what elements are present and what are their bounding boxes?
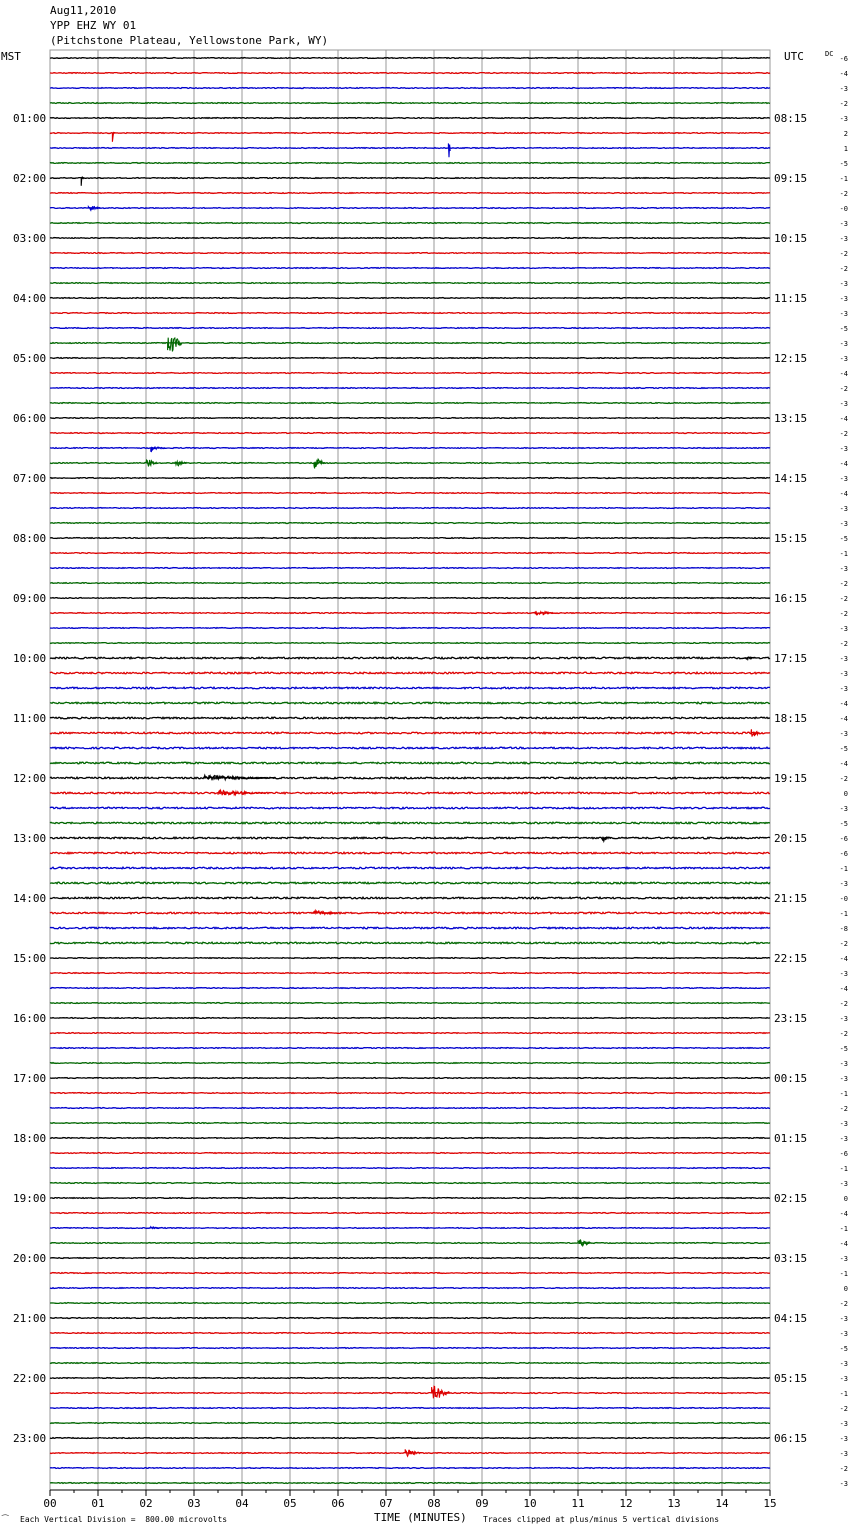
trace-64 [50, 1018, 770, 1019]
dc-offset-label: -1 [839, 1165, 848, 1173]
trace-59 [50, 942, 770, 944]
trace-62 [50, 988, 770, 989]
x-axis [43, 1490, 776, 1510]
utc-hour-label: 15:15 [774, 532, 808, 545]
utc-hour-label: 09:15 [774, 172, 808, 185]
trace-81 [50, 1273, 770, 1274]
dc-offset-label: -4 [839, 70, 848, 78]
dc-offset-label: -4 [839, 415, 848, 423]
trace-0 [50, 58, 770, 59]
dc-offset-label: -3 [839, 805, 848, 813]
dc-offset-label: -3 [839, 1255, 848, 1263]
dc-offset-label: -3 [839, 1480, 848, 1488]
x-tick-label: 03 [187, 1497, 201, 1510]
dc-offset-label: -3 [839, 355, 848, 363]
dc-offset-label: -3 [839, 685, 848, 693]
dc-offset-label: -3 [839, 565, 848, 573]
dc-offset-label: -6 [839, 55, 848, 63]
dc-offset-label: -1 [839, 1390, 848, 1398]
dc-offset-label: -2 [839, 640, 848, 648]
trace-58 [50, 927, 770, 929]
mst-hour-label: 21:00 [13, 1312, 47, 1325]
trace-72 [50, 1138, 770, 1139]
dc-offset-label: -3 [839, 880, 848, 888]
trace-68 [50, 1078, 770, 1079]
trace-19 [50, 343, 770, 344]
trace-12 [50, 238, 770, 239]
event-12 [204, 775, 275, 780]
event-4 [168, 338, 182, 352]
dc-offset-label: -4 [839, 700, 848, 708]
dc-offset-label: -0 [839, 205, 848, 213]
trace-79 [50, 1243, 770, 1244]
trace-61 [50, 973, 770, 974]
mst-hour-label: 06:00 [13, 412, 47, 425]
mst-hour-label: 17:00 [13, 1072, 47, 1085]
dc-offset-label: -3 [839, 1450, 848, 1458]
trace-4 [50, 118, 770, 119]
dc-offset-label: -3 [839, 655, 848, 663]
dc-offset-label: -3 [839, 1120, 848, 1128]
trace-86 [50, 1348, 770, 1349]
station-code: YPP EHZ WY 01 [50, 19, 137, 32]
utc-axis-label: UTC [784, 50, 804, 63]
trace-20 [50, 358, 770, 359]
trace-6 [50, 148, 770, 149]
dc-offset-label: 1 [843, 145, 848, 153]
trace-15 [50, 283, 770, 284]
trace-21 [50, 373, 770, 374]
dc-offset-label: -2 [839, 580, 848, 588]
dc-offset-label: -3 [839, 1180, 848, 1188]
mst-hour-label: 09:00 [13, 592, 47, 605]
trace-29 [50, 493, 770, 494]
trace-82 [50, 1288, 770, 1289]
trace-39 [50, 643, 770, 644]
x-tick-label: 04 [235, 1497, 249, 1510]
trace-54 [50, 867, 770, 869]
trace-10 [50, 208, 770, 209]
station-location: (Pitchstone Plateau, Yellowstone Park, WY) [50, 34, 329, 47]
helicorder-traces [50, 58, 770, 1484]
mst-hour-label: 12:00 [13, 772, 47, 785]
dc-offset-label: -2 [839, 1300, 848, 1308]
trace-43 [50, 702, 770, 704]
x-tick-label: 10 [523, 1497, 537, 1510]
dc-offset-label: -3 [839, 1075, 848, 1083]
dc-offset-label: -1 [839, 175, 848, 183]
trace-42 [50, 687, 770, 689]
trace-85 [50, 1333, 770, 1334]
trace-35 [50, 583, 770, 584]
utc-hour-label: 00:15 [774, 1072, 808, 1085]
trace-71 [50, 1123, 770, 1124]
clip-note: Traces clipped at plus/minus 5 vertical divisions [483, 1515, 720, 1524]
trace-32 [50, 538, 770, 539]
trace-30 [50, 508, 770, 509]
trace-52 [50, 837, 770, 839]
mst-hour-label: 08:00 [13, 532, 47, 545]
dc-offset-label: -3 [839, 505, 848, 513]
utc-hour-label: 18:15 [774, 712, 808, 725]
trace-87 [50, 1363, 770, 1364]
trace-94 [50, 1468, 770, 1469]
trace-41 [50, 672, 770, 674]
dc-label: DC [825, 50, 834, 58]
mst-hour-label: 02:00 [13, 172, 47, 185]
x-tick-label: 05 [283, 1497, 297, 1510]
dc-offset-label: -6 [839, 835, 848, 843]
utc-hour-label: 06:15 [774, 1432, 808, 1445]
trace-36 [50, 598, 770, 599]
dc-offset-label: -2 [839, 595, 848, 603]
x-tick-label: 07 [379, 1497, 393, 1510]
trace-38 [50, 628, 770, 629]
plot-date: Aug11,2010 [50, 4, 117, 17]
mst-hour-label: 20:00 [13, 1252, 47, 1265]
dc-offset-label: -3 [839, 445, 848, 453]
x-tick-label: 15 [763, 1497, 777, 1510]
mst-hour-label: 05:00 [13, 352, 47, 365]
trace-51 [50, 822, 770, 824]
scale-note: Each Vertical Division = 800.00 microvolts [20, 1515, 228, 1524]
trace-60 [50, 958, 770, 959]
utc-hour-label: 13:15 [774, 412, 808, 425]
dc-offset-label: -4 [839, 1210, 848, 1218]
trace-57 [50, 912, 770, 914]
trace-24 [50, 418, 770, 419]
dc-offset-label: -4 [839, 955, 848, 963]
utc-hour-label: 16:15 [774, 592, 808, 605]
utc-hour-label: 21:15 [774, 892, 808, 905]
x-tick-label: 12 [619, 1497, 633, 1510]
dc-offset-label: -4 [839, 370, 848, 378]
dc-offset-label: -2 [839, 250, 848, 258]
dc-offset-label: -2 [839, 1105, 848, 1113]
dc-offset-label: -2 [839, 1000, 848, 1008]
dc-offset-label: -3 [839, 1315, 848, 1323]
mst-hour-label: 19:00 [13, 1192, 47, 1205]
dc-offset-label: 2 [843, 130, 848, 138]
dc-offset-label: -3 [839, 115, 848, 123]
dc-offset-label: -6 [839, 1150, 848, 1158]
dc-offset-label: -3 [839, 970, 848, 978]
dc-offset-label: -3 [839, 1360, 848, 1368]
trace-75 [50, 1183, 770, 1184]
mst-hour-label: 22:00 [13, 1372, 47, 1385]
dc-offset-label: -1 [839, 910, 848, 918]
dc-offset-label: -6 [839, 850, 848, 858]
trace-91 [50, 1423, 770, 1424]
utc-hour-label: 11:15 [774, 292, 808, 305]
x-tick-label: 14 [715, 1497, 729, 1510]
dc-offset-label: -3 [839, 1135, 848, 1143]
trace-74 [50, 1168, 770, 1169]
event-2 [448, 143, 450, 157]
trace-7 [50, 163, 770, 164]
trace-25 [50, 433, 770, 434]
utc-hour-label: 04:15 [774, 1312, 808, 1325]
mst-hour-label: 13:00 [13, 832, 47, 845]
trace-13 [50, 253, 770, 254]
dc-offset-label: -3 [839, 625, 848, 633]
trace-33 [50, 553, 770, 554]
utc-hour-label: 08:15 [774, 112, 808, 125]
trace-8 [50, 178, 770, 179]
mst-hour-label: 01:00 [13, 112, 47, 125]
trace-70 [50, 1108, 770, 1109]
dc-offset-label: -3 [839, 1435, 848, 1443]
trace-66 [50, 1048, 770, 1049]
trace-65 [50, 1033, 770, 1034]
trace-80 [50, 1258, 770, 1259]
trace-73 [50, 1153, 770, 1154]
mst-hour-label: 14:00 [13, 892, 47, 905]
trace-83 [50, 1303, 770, 1304]
dc-offset-label: 0 [843, 790, 848, 798]
trace-44 [50, 717, 770, 719]
dc-offset-label: -1 [839, 1225, 848, 1233]
mst-hour-label: 07:00 [13, 472, 47, 485]
dc-offset-label: -2 [839, 100, 848, 108]
trace-23 [50, 403, 770, 404]
trace-47 [50, 762, 770, 764]
trace-90 [50, 1408, 770, 1409]
dc-offset-label: -5 [839, 1045, 848, 1053]
utc-hour-label: 12:15 [774, 352, 808, 365]
mst-hour-label: 10:00 [13, 652, 47, 665]
dc-offset-label: 0 [843, 1285, 848, 1293]
x-tick-label: 00 [43, 1497, 57, 1510]
mst-hour-label: 23:00 [13, 1432, 47, 1445]
dc-offset-label: -3 [839, 220, 848, 228]
dc-offset-label: -4 [839, 460, 848, 468]
trace-28 [50, 478, 770, 479]
trace-76 [50, 1198, 770, 1199]
dc-offset-label: -2 [839, 1465, 848, 1473]
dc-offset-label: -5 [839, 325, 848, 333]
mst-hour-label: 03:00 [13, 232, 47, 245]
trace-16 [50, 298, 770, 299]
dc-offset-label: -3 [839, 670, 848, 678]
trace-37 [50, 613, 770, 614]
dc-offset-label: -2 [839, 1030, 848, 1038]
trace-55 [50, 882, 770, 884]
trace-50 [50, 807, 770, 809]
event-0 [81, 177, 83, 186]
trace-9 [50, 193, 770, 194]
dc-offset-label: -3 [839, 1330, 848, 1338]
utc-hour-label: 03:15 [774, 1252, 808, 1265]
dc-offset-label: -3 [839, 520, 848, 528]
x-tick-label: 11 [571, 1497, 585, 1510]
dc-offset-label: -1 [839, 1270, 848, 1278]
x-tick-label: 09 [475, 1497, 489, 1510]
trace-63 [50, 1003, 770, 1004]
trace-14 [50, 268, 770, 269]
dc-offset-label: -2 [839, 940, 848, 948]
dc-offset-label: -4 [839, 490, 848, 498]
dc-offset-label: -3 [839, 340, 848, 348]
trace-18 [50, 328, 770, 329]
event-8 [314, 459, 325, 468]
trace-92 [50, 1438, 770, 1439]
dc-offset-label: -3 [839, 295, 848, 303]
trace-5 [50, 133, 770, 134]
x-tick-label: 13 [667, 1497, 681, 1510]
utc-hour-label: 23:15 [774, 1012, 808, 1025]
dc-offset-label: -1 [839, 865, 848, 873]
trace-17 [50, 313, 770, 314]
dc-offset-label: -4 [839, 715, 848, 723]
x-tick-label: 01 [91, 1497, 105, 1510]
dc-offset-label: -3 [839, 235, 848, 243]
dc-offset-label: -8 [839, 925, 848, 933]
trace-2 [50, 88, 770, 89]
trace-89 [50, 1393, 770, 1394]
x-tick-label: 02 [139, 1497, 153, 1510]
utc-hour-label: 02:15 [774, 1192, 808, 1205]
dc-offset-label: -2 [839, 610, 848, 618]
trace-45 [50, 732, 770, 734]
utc-hour-label: 14:15 [774, 472, 808, 485]
dc-offset-label: -4 [839, 985, 848, 993]
dc-offset-label: -3 [839, 1375, 848, 1383]
dc-offset-label: -1 [839, 1090, 848, 1098]
mst-axis-label: MST [1, 50, 21, 63]
dc-offset-label: -1 [839, 550, 848, 558]
dc-offset-label: -2 [839, 1405, 848, 1413]
dc-offset-label: -2 [839, 385, 848, 393]
mst-hour-label: 04:00 [13, 292, 47, 305]
dc-offset-label: -2 [839, 775, 848, 783]
utc-hour-label: 01:15 [774, 1132, 808, 1145]
dc-offset-label: -3 [839, 400, 848, 408]
mst-hour-label: 16:00 [13, 1012, 47, 1025]
mst-hour-label: 15:00 [13, 952, 47, 965]
x-axis-title: TIME (MINUTES) [374, 1511, 467, 1524]
dc-offset-label: 0 [843, 1195, 848, 1203]
trace-53 [50, 852, 770, 854]
x-tick-label: 08 [427, 1497, 441, 1510]
trace-1 [50, 73, 770, 74]
trace-22 [50, 388, 770, 389]
dc-offset-label: -0 [839, 895, 848, 903]
trace-95 [50, 1483, 770, 1484]
dc-offset-label: -3 [839, 475, 848, 483]
dc-offset-label: -3 [839, 1420, 848, 1428]
corner-mark: ⁀ [2, 1515, 9, 1524]
dc-offset-label: -3 [839, 85, 848, 93]
utc-hour-label: 19:15 [774, 772, 808, 785]
trace-3 [50, 103, 770, 104]
trace-34 [50, 568, 770, 569]
dc-offset-label: -4 [839, 1240, 848, 1248]
trace-84 [50, 1318, 770, 1319]
trace-48 [50, 777, 770, 779]
utc-hour-label: 10:15 [774, 232, 808, 245]
trace-77 [50, 1213, 770, 1214]
event-3 [88, 206, 100, 210]
trace-49 [50, 792, 770, 794]
utc-hour-label: 20:15 [774, 832, 808, 845]
dc-offset-label: -2 [839, 430, 848, 438]
trace-69 [50, 1093, 770, 1094]
dc-offset-label: -4 [839, 760, 848, 768]
dc-offset-label: -3 [839, 730, 848, 738]
dc-offset-label: -5 [839, 820, 848, 828]
trace-11 [50, 223, 770, 224]
trace-40 [50, 657, 770, 659]
dc-offset-label: -2 [839, 265, 848, 273]
utc-hour-label: 22:15 [774, 952, 808, 965]
utc-hour-label: 05:15 [774, 1372, 808, 1385]
dc-offset-label: -5 [839, 160, 848, 168]
dc-offset-label: -5 [839, 745, 848, 753]
dc-offset-label: -3 [839, 1015, 848, 1023]
dc-offset-label: -3 [839, 310, 848, 318]
dc-offset-label: -3 [839, 280, 848, 288]
trace-56 [50, 897, 770, 899]
trace-46 [50, 747, 770, 749]
dc-offset-label: -2 [839, 190, 848, 198]
dc-offset-label: -5 [839, 535, 848, 543]
trace-67 [50, 1063, 770, 1064]
mst-hour-label: 11:00 [13, 712, 47, 725]
mst-hour-label: 18:00 [13, 1132, 47, 1145]
dc-offset-label: -3 [839, 1060, 848, 1068]
dc-offset-label: -5 [839, 1345, 848, 1353]
utc-hour-label: 17:15 [774, 652, 808, 665]
trace-31 [50, 523, 770, 524]
trace-88 [50, 1378, 770, 1379]
x-tick-label: 06 [331, 1497, 345, 1510]
